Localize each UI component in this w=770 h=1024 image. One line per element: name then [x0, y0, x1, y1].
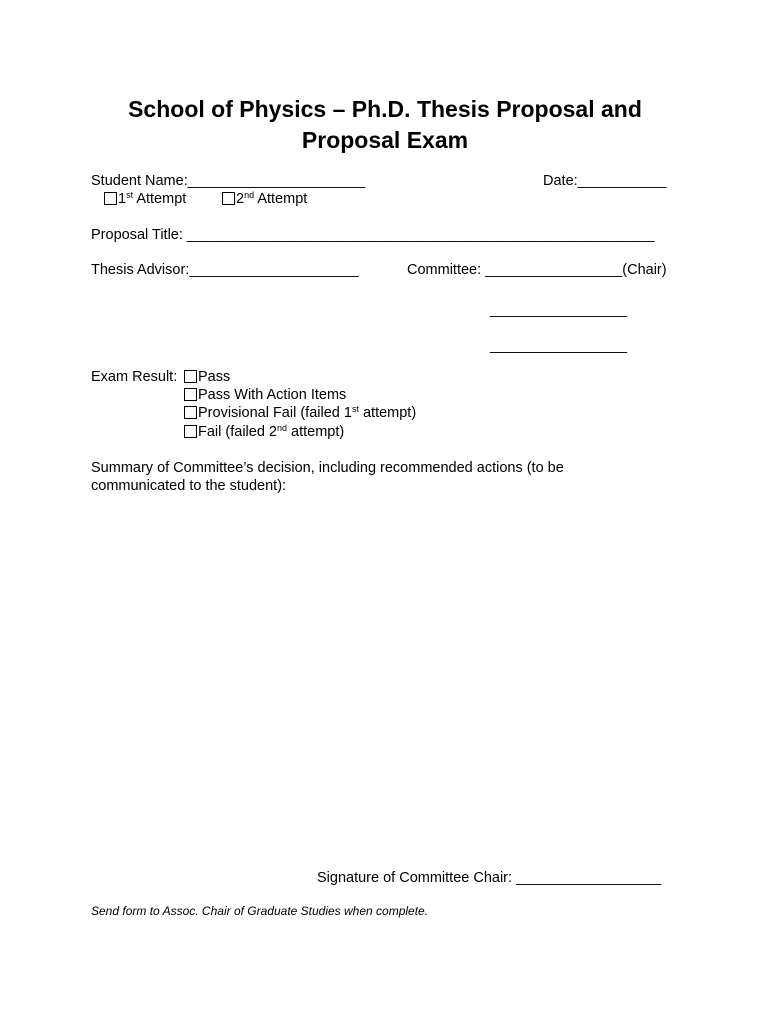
committee-member-field-1[interactable]: _________________ [490, 302, 628, 318]
form-title-line-1: School of Physics – Ph.D. Thesis Proposal and [128, 96, 642, 122]
summary-text-line-1: Summary of Committee’s decision, including recommended actions (to be [91, 460, 564, 476]
second-attempt-num: 2 [236, 191, 245, 207]
first-attempt-checkbox[interactable] [104, 192, 117, 205]
proposal-title-label: Proposal Title: [91, 227, 183, 243]
first-attempt-sup: st [126, 190, 134, 200]
exam-result-fail-option [184, 423, 344, 441]
summary-text-line-2: communicated to the student): [91, 478, 287, 494]
thesis-advisor-row [91, 261, 359, 279]
fail-label-end: attempt) [287, 424, 345, 440]
pass-action-checkbox[interactable] [184, 388, 197, 401]
second-attempt-sup: nd [244, 190, 255, 200]
committee-row [407, 261, 667, 279]
thesis-advisor-label: Thesis Advisor: [91, 262, 190, 278]
provisional-fail-checkbox[interactable] [184, 406, 197, 419]
committee-member-field-2[interactable]: _________________ [490, 338, 628, 354]
first-attempt-option [104, 190, 186, 208]
signature-row [317, 869, 661, 887]
footer-instruction: Send form to Assoc. Chair of Graduate Studies when complete. [91, 904, 429, 918]
committee-chair-field[interactable]: _________________ [485, 262, 623, 278]
pass-action-label: Pass With Action Items [198, 387, 347, 403]
exam-result-pass-option [184, 368, 230, 386]
student-name-field[interactable]: ______________________ [187, 173, 366, 189]
student-name-label: Student Name: [91, 173, 188, 189]
thesis-advisor-field[interactable]: _____________________ [189, 262, 359, 278]
signature-label: Signature of Committee Chair: [317, 870, 513, 886]
fail-sup: nd [276, 423, 287, 433]
pass-label: Pass [198, 369, 231, 385]
committee-chair-suffix: (Chair) [622, 262, 667, 278]
provisional-fail-label-end: attempt) [358, 405, 417, 421]
exam-result-label: Exam Result: [91, 369, 178, 385]
exam-result-provisional-fail-option [184, 404, 416, 422]
first-attempt-label: Attempt [133, 191, 187, 207]
fail-checkbox[interactable] [184, 425, 197, 438]
date-field[interactable]: ___________ [577, 173, 667, 189]
first-attempt-num: 1 [118, 191, 127, 207]
student-name-row [91, 172, 365, 190]
provisional-fail-sup: st [351, 404, 359, 414]
provisional-fail-label: Provisional Fail (failed 1 [198, 405, 352, 421]
exam-result-pass-action-option [184, 386, 346, 404]
date-row [543, 172, 666, 190]
proposal-title-field[interactable]: __________________________________________________________ [186, 227, 655, 243]
pass-checkbox[interactable] [184, 370, 197, 383]
proposal-title-row [91, 226, 655, 244]
second-attempt-checkbox[interactable] [222, 192, 235, 205]
form-title-line-2: Proposal Exam [301, 127, 469, 153]
second-attempt-option [222, 190, 307, 208]
second-attempt-label: Attempt [254, 191, 308, 207]
signature-field[interactable]: __________________ [516, 870, 662, 886]
date-label: Date: [543, 173, 578, 189]
fail-label: Fail (failed 2 [198, 424, 277, 440]
committee-label: Committee: [407, 262, 482, 278]
